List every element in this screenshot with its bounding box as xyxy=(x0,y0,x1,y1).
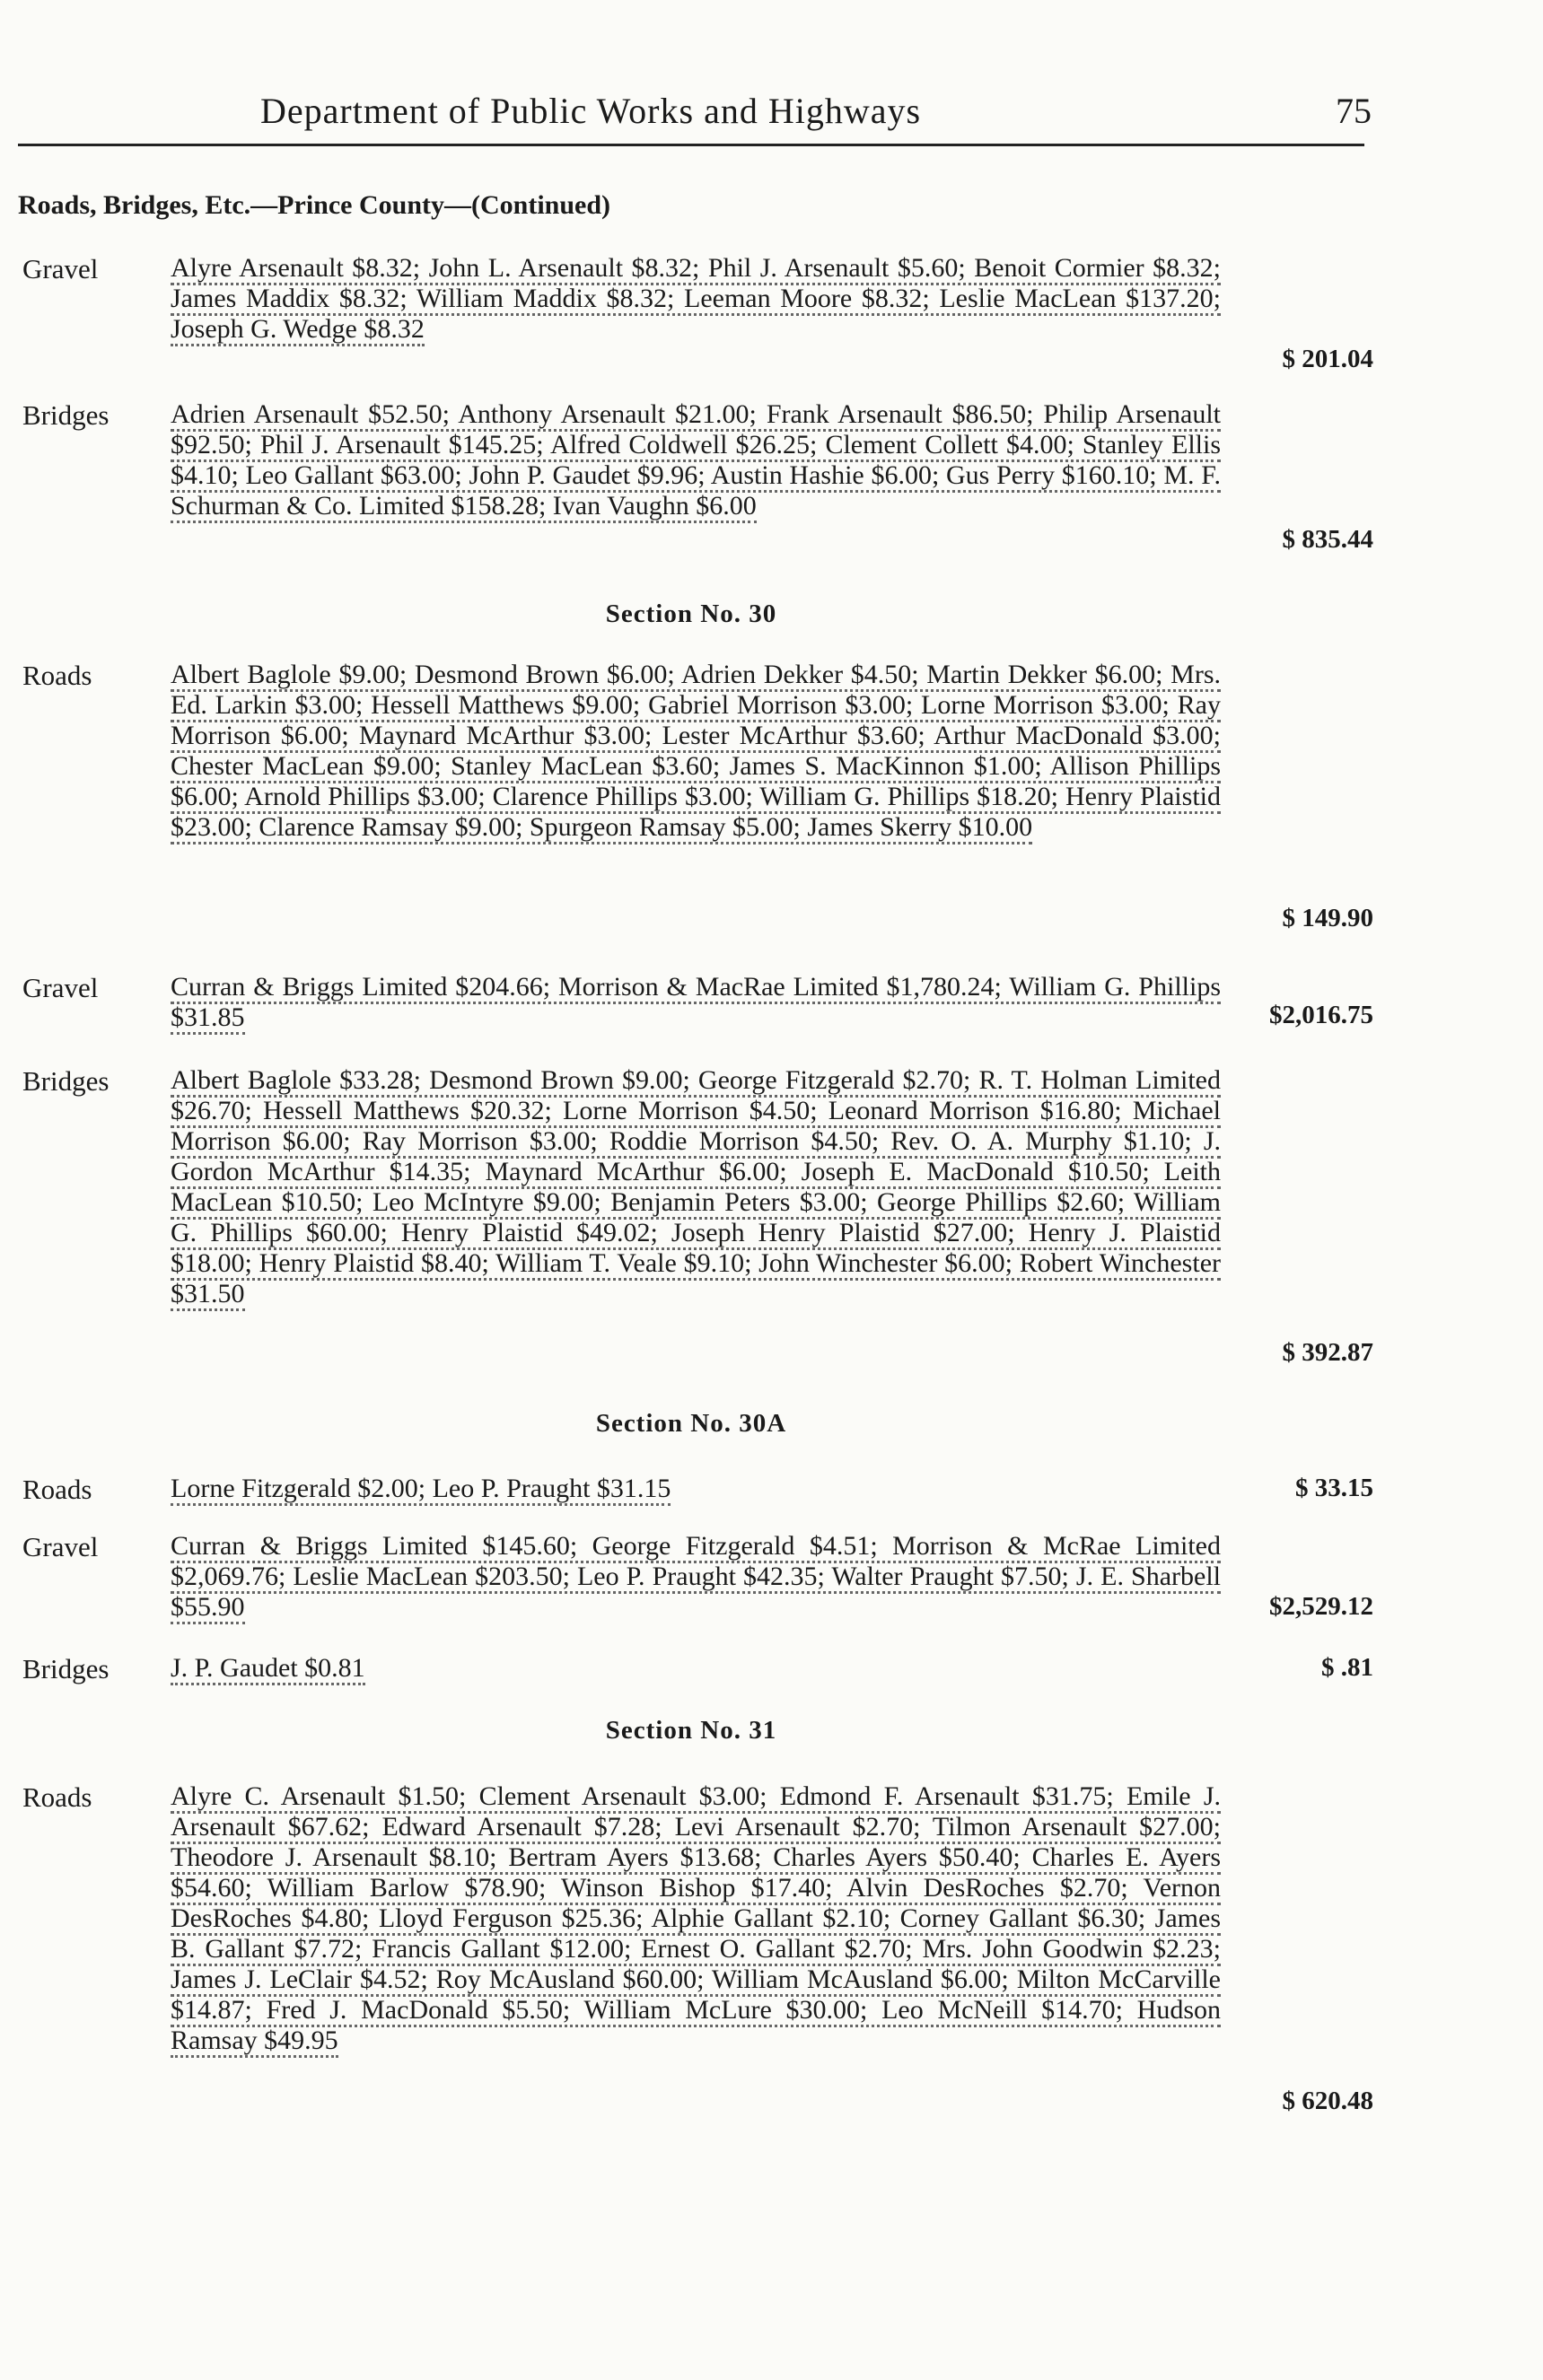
entry-category: Gravel xyxy=(22,1531,99,1562)
entry-amount: $2,529.12 xyxy=(1269,1592,1373,1621)
entry-text: Alyre C. Arsenault $1.50; Clement Arsenault $3.00; Edmond F. Arsenault $31.75; Emile J. Arsenault $67.62; Edward Arsenault $7.28; Levi Arsenault $2.70; Tilmon Arsenault $27.00; Theodore J. Arsenault $8.10; Bertram Ayers $13.68; Charles Ayers $50.40; Charles E. Ayers $54.60; William Barlow $78.90; Winson Bishop $17.40; Alvin DesRoches $2.70; Vernon DesRoches $4.80; Lloyd Ferguson $25.36; Alphie Gallant $2.10; Corney Gallant $6.30; James B. Gallant $7.72; Francis Gallant $12.00; Ernest O. Gallant $2.70; Mrs. John Goodwin $2.23; James J. LeClair $4.52; Roy McAusland $60.00; William McAusland $6.00; Milton McCarville $14.87; Fred J. MacDonald $5.50; William McLure $30.00; Leo McNeill $14.70; Hudson Ramsay $49.95 xyxy=(171,1781,1221,2056)
entry-category: Bridges xyxy=(22,1653,110,1684)
entry-text: Albert Baglole $33.28; Desmond Brown $9.00; George Fitzgerald $2.70; R. T. Holman Limited $26.70; Hessell Matthews $20.32; Lorne Morrison $4.50; Leonard Morrison $16.80; Michael Morrison $6.00; Ray Morrison $3.00; Roddie Morrison $4.50; Rev. O. A. Murphy $1.10; J. Gordon McArthur $14.35; Maynard McArthur $6.00; Joseph E. MacDonald $10.50; Leith MacLean $10.50; Leo McIntyre $9.00; Benjamin Peters $3.00; George Phillips $2.60; William G. Phillips $60.00; Henry Plaistid $49.02; Joseph Henry Plaistid $27.00; Henry J. Plaistid $18.00; Henry Plaistid $8.40; William T. Veale $9.10; John Winchester $6.00; Robert Winchester $31.50 xyxy=(171,1065,1221,1309)
entry-category: Bridges xyxy=(22,1065,110,1097)
entry-text: Curran & Briggs Limited $145.60; George Fitzgerald $4.51; Morrison & McRae Limited $2,069.76; Leslie MacLean $203.50; Leo P. Praught $42.35; Walter Praught $7.50; J. E. Sharbell $55.90 xyxy=(171,1531,1221,1623)
entry-amount: $ 149.90 xyxy=(1282,904,1373,932)
entry-amount: $ 201.04 xyxy=(1282,345,1373,373)
entry-amount: $ 835.44 xyxy=(1282,525,1373,554)
page-number: 75 xyxy=(1336,91,1372,131)
entry-amount: $ 33.15 xyxy=(1295,1474,1373,1502)
entry-text: Albert Baglole $9.00; Desmond Brown $6.00; Adrien Dekker $4.50; Martin Dekker $6.00; Mrs. Ed. Larkin $3.00; Hessell Matthews $9.00; Gabriel Morrison $3.00; Lorne Morrison $3.00; Ray Morrison $6.00; Maynard McArthur $3.00; Lester McArthur $3.60; Arthur MacDonald $3.00; Chester MacLean $9.00; Stanley MacLean $3.60; James S. MacKinnon $1.00; Allison Phillips $6.00; Arnold Phillips $3.00; Clarence Phillips $3.00; William G. Phillips $18.20; Henry Plaistid $23.00; Clarence Ramsay $9.00; Spurgeon Ramsay $5.00; James Skerry $10.00 xyxy=(171,660,1221,843)
section-title: Section No. 30 xyxy=(605,599,777,628)
section-title: Section No. 30A xyxy=(595,1409,787,1438)
entry-amount: $2,016.75 xyxy=(1269,1001,1373,1029)
entry-amount: $ .81 xyxy=(1321,1653,1373,1682)
entry-text: Alyre Arsenault $8.32; John L. Arsenault $8.32; Phil J. Arsenault $5.60; Benoit Cormier $8.32; James Maddix $8.32; William Maddix $8.32; Leeman Moore $8.32; Leslie MacLean $137.20; Joseph G. Wedge $8.32 xyxy=(171,253,1221,345)
entry-category: Bridges xyxy=(22,399,110,431)
entry-text: J. P. Gaudet $0.81 xyxy=(171,1653,1221,1684)
page-title: Department of Public Works and Highways xyxy=(260,91,922,131)
entry-category: Roads xyxy=(22,1781,92,1813)
entry-text: Curran & Briggs Limited $204.66; Morrison & MacRae Limited $1,780.24; William G. Phillips $31.85 xyxy=(171,972,1221,1033)
section-title: Section No. 31 xyxy=(605,1716,777,1745)
section-subheading: Roads, Bridges, Etc.—Prince County—(Continued) xyxy=(18,190,611,220)
entry-category: Roads xyxy=(22,1474,92,1505)
entry-text: Adrien Arsenault $52.50; Anthony Arsenault $21.00; Frank Arsenault $86.50; Philip Arsenault $92.50; Phil J. Arsenault $145.25; Alfred Coldwell $26.25; Clement Collett $4.00; Stanley Ellis $4.10; Leo Gallant $63.00; John P. Gaudet $9.96; Austin Hashie $6.00; Gus Perry $160.10; M. F. Schurman & Co. Limited $158.28; Ivan Vaughn $6.00 xyxy=(171,399,1221,521)
entry-category: Roads xyxy=(22,660,92,691)
entry-amount: $ 392.87 xyxy=(1282,1338,1373,1367)
page-header xyxy=(18,90,1372,146)
entry-category: Gravel xyxy=(22,253,99,284)
entry-amount: $ 620.48 xyxy=(1282,2087,1373,2115)
entry-category: Gravel xyxy=(22,972,99,1003)
entry-text: Lorne Fitzgerald $2.00; Leo P. Praught $31.15 xyxy=(171,1474,1221,1504)
